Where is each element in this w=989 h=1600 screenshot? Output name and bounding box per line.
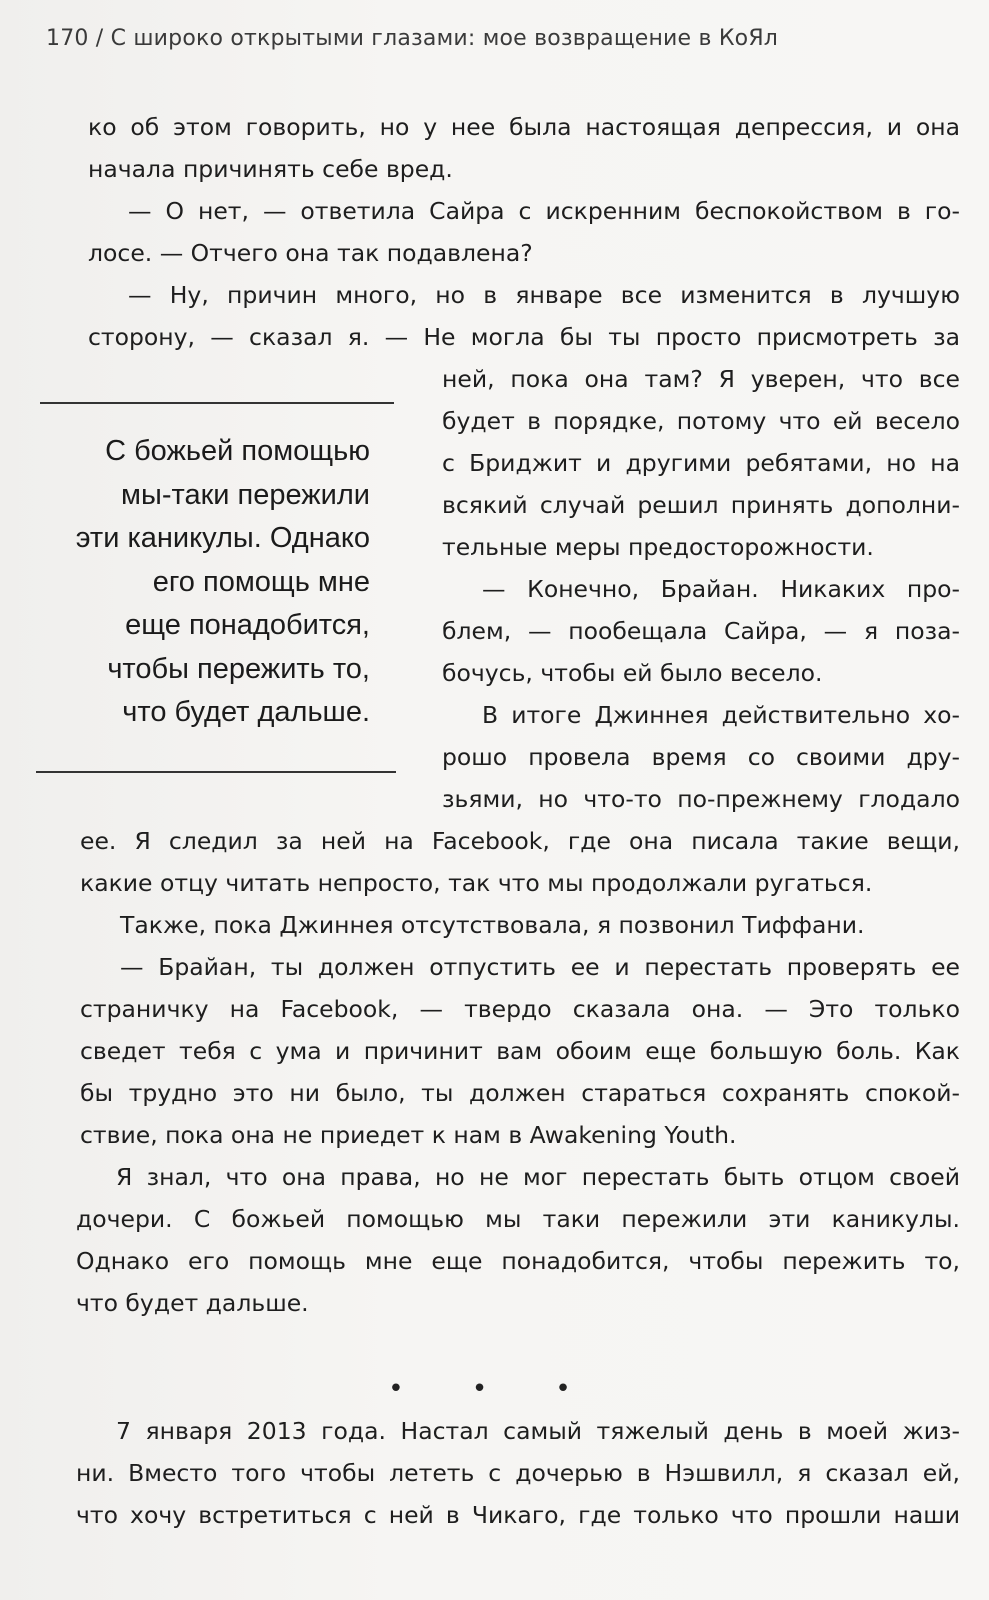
text-line: что будет дальше.: [76, 1289, 309, 1317]
pullquote-top-rule: [40, 402, 394, 404]
text-line: всякий случай решил принять дополни-: [442, 491, 960, 519]
text-line: блем, — пообещала Сайра, — я поза-: [442, 617, 960, 645]
text-line: ко об этом говорить, но у нее была настоящая депрессия, и она: [88, 113, 960, 141]
text-line: с Бриджит и другими ребятами, но на: [442, 449, 960, 477]
text-line: рошо провела время со своими дру-: [442, 743, 960, 771]
text-line: 7 января 2013 года. Настал самый тяжелый день в моей жиз-: [116, 1417, 960, 1445]
pullquote-bottom-rule: [36, 771, 396, 773]
pullquote: [40, 430, 370, 735]
pullquote-line: мы-таки пережили: [121, 478, 370, 511]
text-line: ней, пока она там? Я уверен, что все: [442, 365, 960, 393]
pullquote-line: его помощь мне: [152, 565, 370, 598]
text-line: дочери. С божьей помощью мы таки пережили эти каникулы.: [76, 1205, 960, 1233]
text-line: сторону, — сказал я. — Не могла бы ты просто присмотреть за: [88, 323, 960, 351]
text-line: Однако его помощь мне еще понадобится, чтобы пережить то,: [76, 1247, 960, 1275]
text-line: В итоге Джиннея действительно хо-: [482, 701, 960, 729]
text-line: начала причинять себе вред.: [88, 155, 453, 183]
pullquote-line: эти каникулы. Однако: [75, 522, 370, 554]
pullquote-line: С божьей помощью: [105, 435, 370, 467]
text-line: сведет тебя с ума и причинит вам обоим еще большую боль. Как: [80, 1037, 960, 1065]
text-line: будет в порядке, потому что ей весело: [442, 407, 960, 435]
text-line: что хочу встретиться с ней в Чикаго, где только что прошли наши: [76, 1501, 960, 1529]
text-line: зьями, но что-то по-прежнему глодало: [442, 785, 960, 813]
text-line: Также, пока Джиннея отсутствовала, я позвонил Тиффани.: [120, 911, 865, 939]
text-line: лосе. — Отчего она так подавлена?: [88, 239, 533, 267]
scene-break: • • •: [388, 1374, 601, 1404]
text-line: — Конечно, Брайан. Никаких про-: [482, 575, 960, 603]
text-line: — Брайан, ты должен отпустить ее и перестать проверять ее: [120, 953, 960, 981]
text-line: ее. Я следил за ней на Facebook, где она писала такие вещи,: [80, 827, 960, 855]
pullquote-line: что будет дальше.: [122, 696, 370, 728]
text-line: Я знал, что она права, но не мог перестать быть отцом своей: [116, 1163, 960, 1191]
text-line: ни. Вместо того чтобы лететь с дочерью в Нэшвилл, я сказал ей,: [76, 1459, 960, 1487]
pullquote-line: чтобы пережить то,: [107, 652, 370, 685]
text-line: тельные меры предосторожности.: [442, 533, 874, 561]
running-head: 170 / С широко открытыми глазами: мое возвращение в КоЯл: [46, 26, 779, 51]
pullquote-line: еще понадобится,: [125, 609, 370, 641]
text-line: — О нет, — ответила Сайра с искренним беспокойством в го-: [128, 197, 960, 225]
text-line: бы трудно это ни было, ты должен стараться сохранять спокой-: [80, 1079, 960, 1107]
text-line: страничку на Facebook, — твердо сказала она. — Это только: [80, 995, 960, 1023]
text-line: какие отцу читать непросто, так что мы продолжали ругаться.: [80, 869, 873, 897]
text-line: ствие, пока она не приедет к нам в Awakening Youth.: [80, 1121, 737, 1149]
text-line: — Ну, причин много, но в январе все изменится в лучшую: [128, 281, 960, 309]
text-line: бочусь, чтобы ей было весело.: [442, 659, 823, 687]
